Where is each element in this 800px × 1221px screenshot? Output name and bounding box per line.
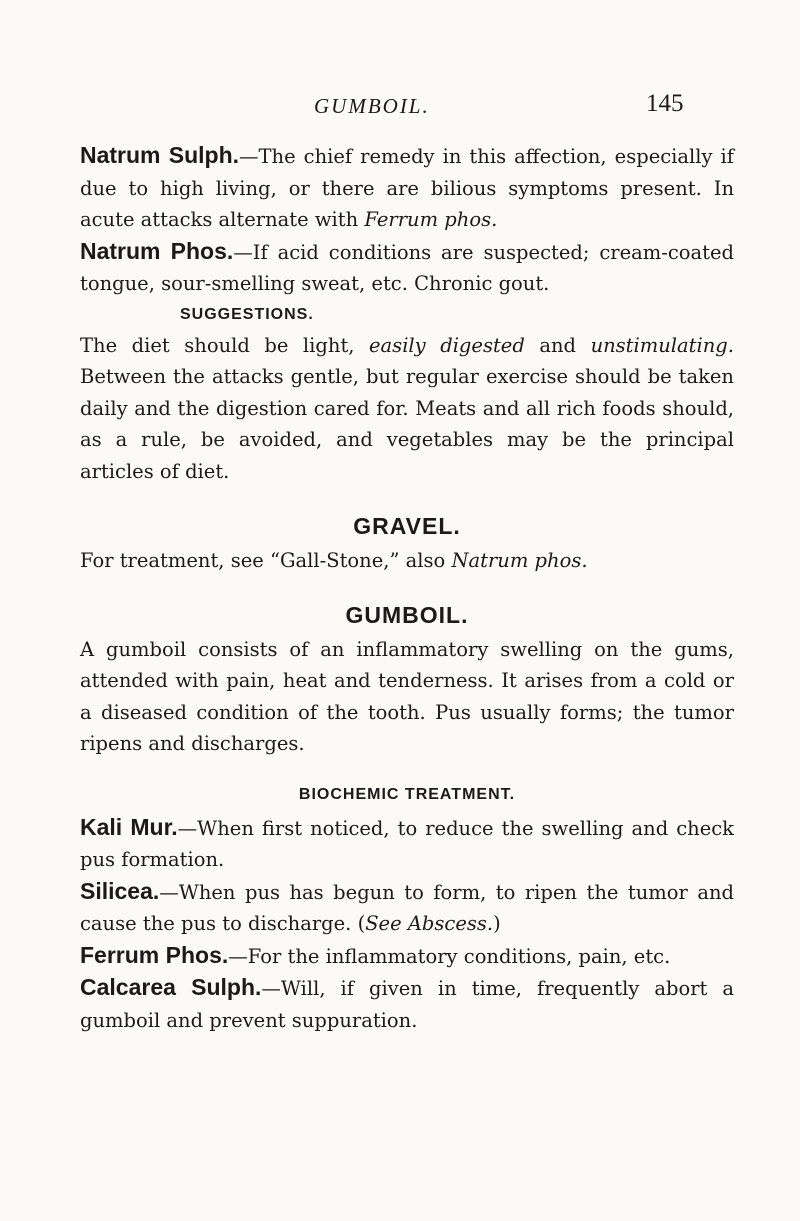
remedy-name: Kali Mur. — [80, 813, 178, 840]
suggestions-italic: easily digested — [369, 333, 525, 357]
remedy-italic-ref: See Abscess. — [365, 912, 494, 935]
remedy-natrum-sulph — [80, 140, 734, 236]
remedy-kali-mur — [80, 812, 734, 876]
remedy-text: —The chief remedy in this affection, especially if due to high living, or there are bilious symptoms present. In acute attacks alternate with — [80, 145, 734, 231]
remedy-text: —Will, if given in time, frequently abort a gumboil and prevent suppuration. — [80, 977, 734, 1032]
remedy-name: Silicea. — [80, 877, 160, 904]
page-number: 145 — [646, 90, 684, 117]
gravel-paragraph — [80, 545, 734, 577]
remedy-calcarea-sulph — [80, 972, 734, 1036]
page-header — [0, 90, 800, 130]
running-head: GUMBOIL. — [314, 94, 430, 118]
remedy-text-tail: ) — [493, 912, 501, 935]
remedy-name: Natrum Phos. — [80, 237, 234, 264]
remedy-name: Natrum Sulph. — [80, 142, 240, 168]
remedy-text: —If acid conditions are suspected; cream-coated tongue, sour-smelling sweat, etc. Chronic gout. — [80, 240, 734, 295]
remedy-silicea — [80, 876, 734, 940]
remedy-text: —When pus has begun to form, to ripen the tumor and cause the pus to discharge. ( — [80, 880, 734, 935]
remedy-ferrum-phos — [80, 940, 734, 973]
suggestions-text: and — [524, 333, 591, 357]
remedy-name: Calcarea Sulph. — [80, 974, 262, 1000]
suggestions-text: The diet should be light, — [80, 333, 370, 357]
remedy-name: Ferrum Phos. — [80, 941, 229, 968]
suggestions-italic: unstimulating. — [590, 333, 734, 357]
gravel-italic-ref: Natrum phos. — [451, 548, 588, 572]
section-title-gravel: GRAVEL. — [353, 513, 461, 539]
remedy-italic-ref: Ferrum phos. — [364, 208, 498, 231]
biochemic-heading: BIOCHEMIC TREATMENT. — [298, 785, 516, 803]
suggestions-heading: SUGGESTIONS. — [180, 305, 314, 323]
remedy-natrum-phos — [80, 236, 734, 300]
remedy-text: —When first noticed, to reduce the swelling and check pus formation. — [80, 816, 734, 871]
suggestions-text: Between the attacks gentle, but regular exercise should be taken daily and the digestion cared for. Meats and all rich foods should, as a rule, be avoided, and vegetables may be the principal articles of diet. — [80, 365, 734, 483]
gumboil-paragraph: A gumboil consists of an inflammatory swelling on the gums, attended with pain, heat and tenderness. It arises from a cold or a diseased condition of the tooth. Pus usually forms; the tumor ripens and discharges. — [80, 637, 734, 755]
section-title-gumboil: GUMBOIL. — [345, 602, 469, 628]
page-body — [80, 140, 734, 1036]
suggestions-paragraph — [80, 330, 734, 488]
remedy-text: —For the inflammatory conditions, pain, etc. — [228, 944, 671, 968]
gravel-text: For treatment, see “Gall-Stone,” also — [80, 548, 452, 572]
